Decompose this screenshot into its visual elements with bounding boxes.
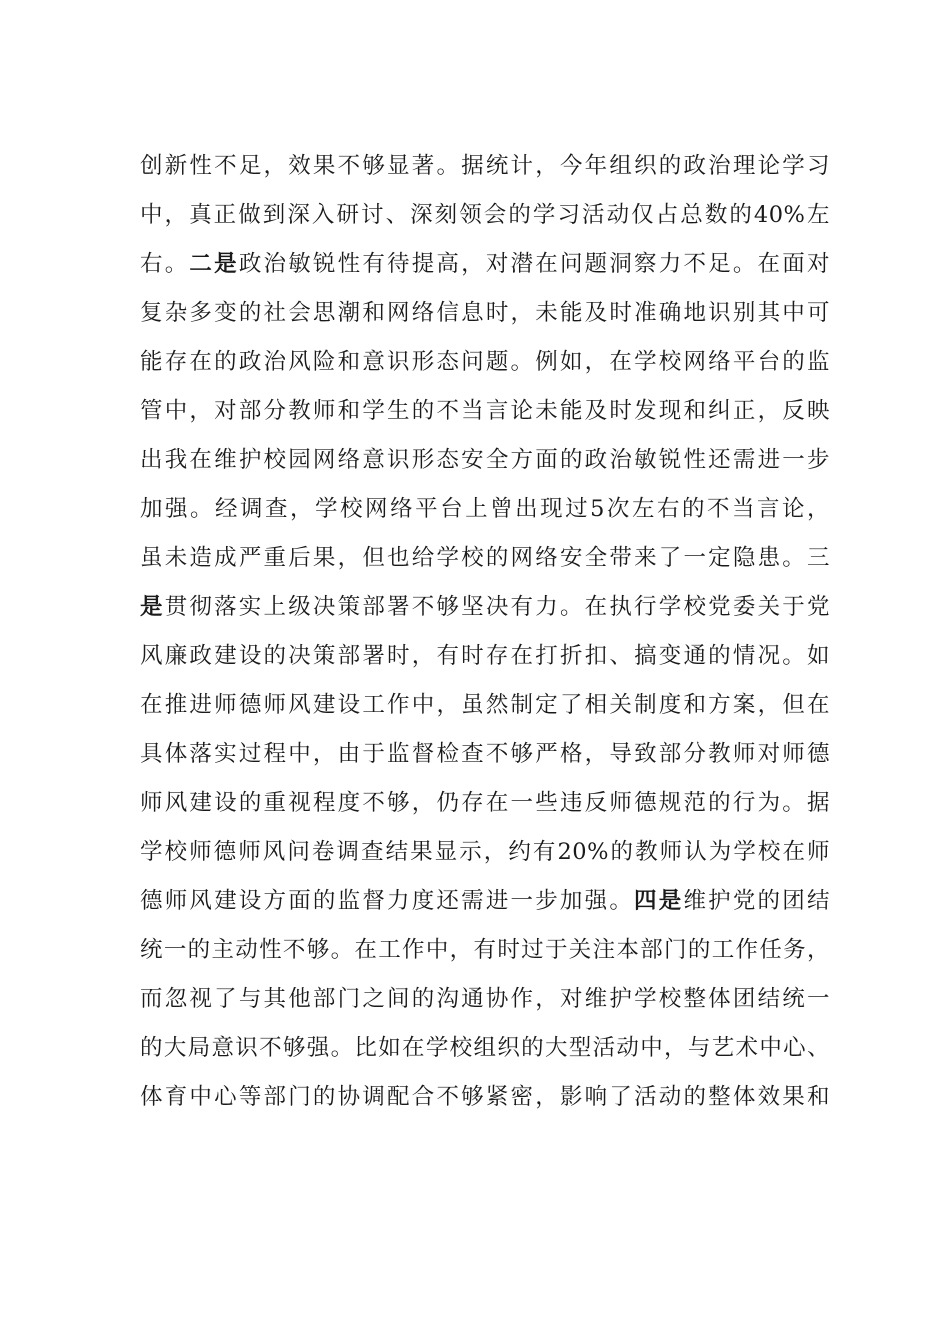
text-segment: 复杂多变的社会思潮和网络信息时，未能及时准确地识别其中可 [140, 300, 830, 326]
text-line [140, 1024, 830, 1073]
text-segment: 能存在的政治风险和意识形态问题。例如，在学校网络平台的监 [140, 349, 830, 375]
text-line [140, 240, 830, 289]
text-line [140, 142, 830, 191]
text-segment: 加强。经调查，学校网络平台上曾出现过5次左右的不当言论， [140, 496, 830, 522]
text-line [140, 436, 830, 485]
text-segment: 中，真正做到深入研讨、深刻领会的学习活动仅占总数的40%左 [140, 202, 830, 228]
text-segment: 创新性不足，效果不够显著。据统计，今年组织的政治理论学习 [140, 153, 830, 179]
text-segment: 的大局意识不够强。比如在学校组织的大型活动中，与艺术中心、 [140, 1035, 830, 1061]
bold-marker: 是 [140, 594, 165, 620]
text-segment: 在推进师德师风建设工作中，虽然制定了相关制度和方案，但在 [140, 692, 830, 718]
text-segment: 风廉政建设的决策部署时，有时存在打折扣、搞变通的情况。如 [140, 643, 830, 669]
text-segment: 德师风建设方面的监督力度还需进一步加强。 [140, 888, 635, 914]
text-segment: 而忽视了与其他部门之间的沟通协作，对维护学校整体团结统一 [140, 986, 830, 1012]
text-line [140, 779, 830, 828]
text-line [140, 681, 830, 730]
text-segment: 政治敏锐性有待提高，对潜在问题洞察力不足。在面对 [238, 251, 830, 277]
text-line [140, 485, 830, 534]
body-text [140, 142, 830, 1122]
bold-marker: 四是 [634, 888, 684, 914]
text-line [140, 534, 830, 583]
text-line [140, 828, 830, 877]
text-line [140, 926, 830, 975]
text-line [140, 632, 830, 681]
text-line [140, 387, 830, 436]
text-line [140, 289, 830, 338]
bold-marker: 二是 [189, 251, 239, 277]
text-segment: 统一的主动性不够。在工作中，有时过于关注本部门的工作任务， [140, 937, 830, 963]
text-segment: 右。 [140, 251, 190, 277]
text-line [140, 975, 830, 1024]
text-line [140, 730, 830, 779]
text-line [140, 1073, 830, 1122]
text-segment: 体育中心等部门的协调配合不够紧密，影响了活动的整体效果和 [140, 1084, 830, 1110]
text-segment: 虽未造成严重后果，但也给学校的网络安全带来了一定隐患。三 [140, 545, 830, 571]
text-segment: 管中，对部分教师和学生的不当言论未能及时发现和纠正，反映 [140, 398, 830, 424]
text-segment: 出我在维护校园网络意识形态安全方面的政治敏锐性还需进一步 [140, 447, 830, 473]
text-line [140, 338, 830, 387]
text-segment: 师风建设的重视程度不够，仍存在一些违反师德规范的行为。据 [140, 790, 830, 816]
text-line [140, 191, 830, 240]
text-segment: 贯彻落实上级决策部署不够坚决有力。在执行学校党委关于党 [164, 594, 830, 620]
text-segment: 维护党的团结 [683, 888, 830, 914]
text-line [140, 877, 830, 926]
text-segment: 具体落实过程中，由于监督检查不够严格，导致部分教师对师德 [140, 741, 830, 767]
text-line [140, 583, 830, 632]
text-segment: 学校师德师风问卷调查结果显示，约有20%的教师认为学校在师 [140, 839, 830, 865]
